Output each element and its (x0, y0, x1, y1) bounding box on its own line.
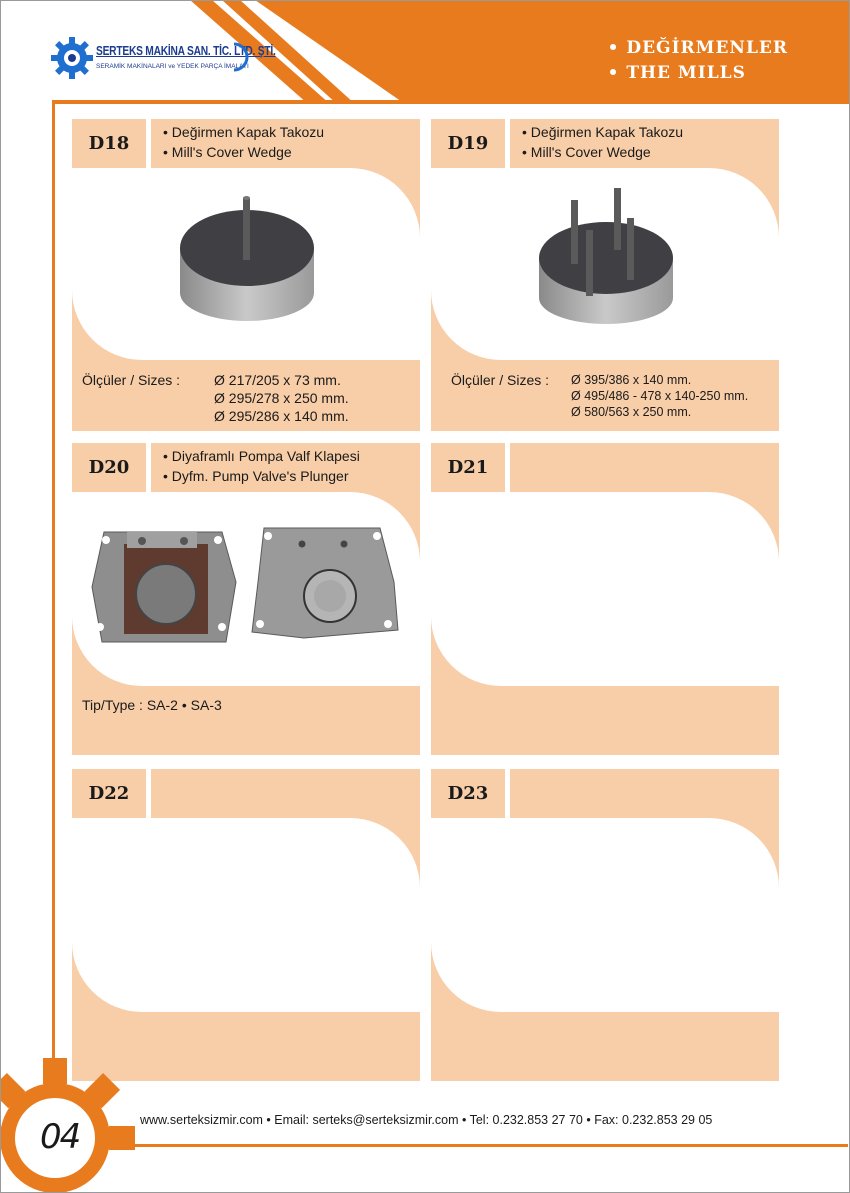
size-value: Ø 295/286 x 140 mm. (214, 408, 349, 424)
product-card-d22 (72, 769, 420, 1081)
product-body (72, 492, 420, 755)
product-title (510, 769, 779, 818)
size-value: Ø 395/386 x 140 mm. (571, 373, 692, 387)
left-accent-rule (52, 100, 55, 1100)
heading-english: • THE MILLS (607, 63, 746, 83)
product-card-d19 (431, 119, 779, 431)
logo-swoosh-icon (230, 42, 250, 72)
product-image-panel (72, 168, 420, 360)
product-card-d21 (431, 443, 779, 755)
gear-logo-icon (50, 36, 94, 80)
product-title-tr: • Değirmen Kapak Takozu (163, 124, 325, 140)
size-values (571, 372, 748, 420)
product-title-en: • Mill's Cover Wedge (163, 143, 292, 160)
company-logo (50, 36, 276, 80)
footer-rule (132, 1144, 848, 1147)
product-body (72, 168, 420, 431)
product-card-d23 (431, 769, 779, 1081)
product-body (431, 168, 779, 431)
size-spec (451, 371, 749, 419)
cover-wedge-image (72, 168, 420, 360)
size-values (214, 371, 349, 425)
product-body (431, 818, 779, 1081)
size-value: Ø 295/278 x 250 mm. (214, 390, 349, 406)
size-value: Ø 580/563 x 250 mm. (571, 405, 692, 419)
product-image-panel (431, 818, 779, 1012)
multi-bolt-wedge-image (431, 168, 779, 360)
size-spec (82, 371, 349, 424)
product-image-panel (431, 492, 779, 686)
product-card-d18 (72, 119, 420, 431)
product-card-d20 (72, 443, 420, 755)
product-body (431, 492, 779, 755)
size-label: Ölçüler / Sizes : (82, 372, 181, 388)
product-code: D23 (431, 769, 505, 818)
product-title-tr: • Diyaframlı Pompa Valf Klapesi (163, 448, 360, 464)
product-image-panel (72, 818, 420, 1012)
heading-turkish: • DEĞİRMENLER (607, 38, 788, 58)
valve-plunger-image (72, 492, 420, 686)
product-title (510, 443, 779, 492)
product-image-panel (431, 168, 779, 360)
product-title (151, 769, 420, 818)
product-title-en: • Mill's Cover Wedge (522, 143, 651, 160)
product-code: D22 (72, 769, 146, 818)
size-label: Ölçüler / Sizes : (451, 372, 550, 388)
product-title-tr: • Değirmen Kapak Takozu (522, 124, 684, 140)
product-body (72, 818, 420, 1081)
product-title (151, 119, 420, 168)
product-code: D19 (431, 119, 505, 168)
logo-company-name: SERTEKS MAKİNA SAN. TİC. LTD. ŞTİ. (96, 44, 276, 58)
size-value: Ø 217/205 x 73 mm. (214, 372, 341, 388)
type-spec: Tip/Type : SA-2 • SA-3 (82, 697, 222, 713)
product-title-en: • Dyfm. Pump Valve's Plunger (163, 467, 349, 484)
product-image-panel (72, 492, 420, 686)
product-code: D20 (72, 443, 146, 492)
product-code: D18 (72, 119, 146, 168)
page-heading (608, 36, 788, 86)
footer-contact: www.serteksizmir.com • Email: serteks@serteksizmir.com • Tel: 0.232.853 27 70 • Fax: 0.232.853 29 05 (140, 1113, 713, 1127)
page-number: 04 (40, 1117, 80, 1157)
product-title (510, 119, 779, 168)
product-title (151, 443, 420, 492)
product-code: D21 (431, 443, 505, 492)
logo-subtitle: SERAMİK MAKİNALARI ve YEDEK PARÇA İMALATI (96, 63, 249, 70)
size-value: Ø 495/486 - 478 x 140-250 mm. (571, 389, 749, 403)
